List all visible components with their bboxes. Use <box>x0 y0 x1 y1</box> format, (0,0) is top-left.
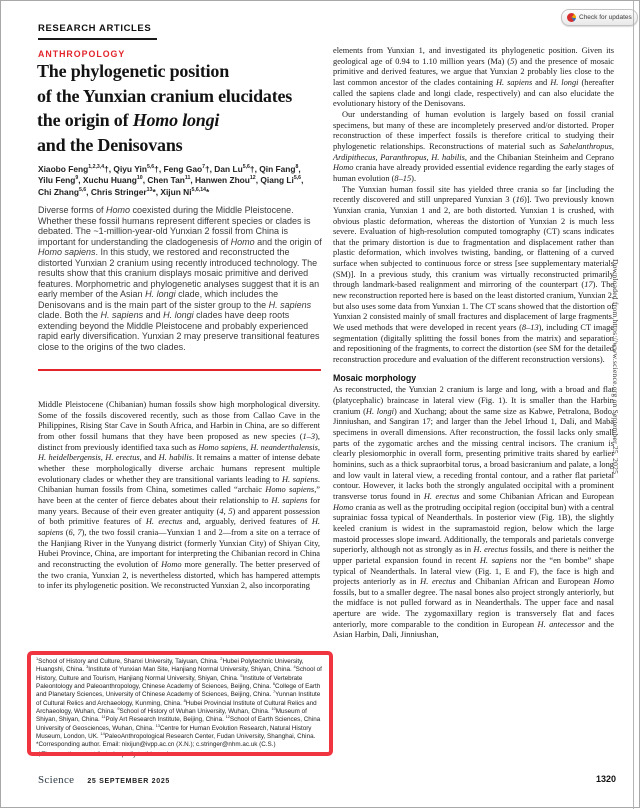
download-watermark: Downloaded from https://www.science.org on September 25, 2025 <box>611 259 620 475</box>
footer <box>38 774 170 786</box>
category-label: ANTHROPOLOGY <box>38 49 126 59</box>
paragraph: The Yunxian human fossil site has yielded three crania so far [including the recently discovered and still unprepared Yunxian 3 (16)]. Two previously known Yunxian crania, Yunxian 1 and 2, are both distorted. Yunxian 1 is crushed, with obvious plastic deformation, whereas the distortion of Yunxian 2 is much less severe. Evaluation of high-resolution computed tomography (CT) scans indicates that the primary distortion is due to fragmentation and displacement rather than plastic deformation, which involves twisting, banding, or flattening of a curved surface when subjected to continuous force or stress [see supplementary materials (SM)]. In a previous study, this cranium was virtually reconstructed primarily through landmark-based realignment and mirroring of the counterpart (17). The new reconstruction reported here is based on the least distorted cranium, Yunxian 2, but also uses some data from Yunxian 1. The CT scans showed that the distortion of Yunxian 2 consisted mainly of small fractures and displacement of large fragments. We used methods that were developed in recent years (8–13), including CT image segmentation (digitally splitting the fossil bones from the matrix) and separation and repositioning of the fragments, to correct the distortion (see SM for the detailed reconstruction procedure and evaluation of the different reconstruction versions). <box>333 184 614 365</box>
badge-label: Check for updates <box>579 14 632 21</box>
article-abstract: Diverse forms of Homo coexisted during the Middle Pleistocene. Whether these fossil humans represent different species or clades is debated. The ~1-million-year-old Yunxian 2 fossil from China is important for understanding the cladogenesis of Homo and the origin of Homo sapiens. In this study, we restored and reconstructed the distorted Yunxian 2 cranium using recently introduced technology. The results show that this cranium displays mosaic primitive and derived features. Morphometric and phylogenetic analyses suggest that it is an early member of the Asian H. longi clade, which includes the Denisovans and is the main part of the sister group to the H. sapiens clade. Both the H. sapiens and H. longi clades have deep roots extending beyond the Middle Pleistocene and probably experienced rapid early diversification. Yunxian 2 may preserve transitional features close to the origins of the two clades. <box>38 205 322 352</box>
equal-contribution-note: †These authors contributed equally to this work. <box>38 751 172 758</box>
check-for-updates-badge[interactable] <box>561 9 638 26</box>
crossmark-icon <box>567 13 576 22</box>
author-list: Xiaobo Feng$^{1,2,3,4}$†, Qiyu Yin$^{5,6}$†, Feng Gao$^7$†, Dan Lu$^{5,6}$†, Qin Fang$^8$, Yilu Feng$^9$, Xuchu Huang$^{10}$, Chen Tan$^{11}$, Hanwen Zhou$^{12}$, Qiang Li$^{5,6}$, Chi Zhang$^{5,6}$, Chris Stringer$^{13}$*, Xijun Ni$^{5,6,14}$* <box>38 164 304 197</box>
left-column-body: Middle Pleistocene (Chibanian) human fossils show high morphological diversity. Some of the fossils discovered recently, such as those from Callao Cave in the Philippines, Rising Star Cave in South Africa, and Harbin in China, are so different from other fossil humans that they have been proposed as new species (1–3), distinct from previously identified taxa such as Homo sapiens, H. neanderthalensis, H. heidelbergensis, H. erectus, and H. habilis. It remains a matter of intense debate whether these morphologically diverse archaic humans represent multiple evolutionary clades or whether they are transitional variants leading to H. sapiens. Chibanian human fossils from China, sometimes called “archaic Homo sapiens,” have been at the center of fierce debates about their relationship to H. sapiens for many years. Because of their even greater antiquity (4, 5) and apparent possession of both primitive features of H. erectus and, arguably, derived features of H. sapiens (6, 7), the two fossil crania—Yunxian 1 and 2—from a site on a terrace of the Hanjiang River in the Yunyang district (formerly Yunxian City) of Shiyan City, Hubei Province, China, are important for interpreting the Chibanian record in China and reconstructing the evolution of Homo more generally. The better preserved of the two crania, Yunxian 2, is nevertheless distorted, which has hampered attempts to infer its phylogenetic position. We reconstructed Yunxian 2, also incorporating <box>38 400 321 591</box>
page-number: 1320 <box>595 774 616 784</box>
section-subheading: Mosaic morphology <box>333 372 417 383</box>
issue-date: 25 SEPTEMBER 2025 <box>87 778 171 785</box>
article-title: The phylogenetic position of the Yunxian cranium elucidates the origin of Homo longi and the Denisovans <box>37 61 293 155</box>
paragraph: Our understanding of human evolution is largely based on fossil cranial specimens, but many of these are incompletely preserved and/or distorted. Proper reconstruction of these imperfect fossils is therefore critical to studying their phylogenetic relationships. Reconstructions of material such as Sahelanthropus, Ardipithecus, Paranthropus, H. habilis, and the Chibanian Steinheim and Ceprano Homo crania have already provided essential evidence regarding the early stages of human evolution (8–15). <box>333 109 614 183</box>
paragraph: As reconstructed, the Yunxian 2 cranium is large and long, with a broad and flat (platycephalic) braincase in lateral view (Fig. 1). It is smaller than the Harbin cranium (H. longi) and Xuchang; about the same size as Kabwe, Petralona, Bodo, Jinniushan, and Sangiran 17; and larger than the Jebel Irhoud 1, Dali, and Maba specimens in overall dimensions. After reconstruction, the fossil lacks only small parts of the zygomatic arches and the missing central incisors. The cranium is clearly plesiomorphic in overall form, presenting primitive traits shared by earlier hominins, such as a thick supraorbital torus, a broad basicranium and palate, a long and low vault in lateral view, a receding frontal contour, and a rather flat parietal contour. However, it lacks both the strongly angulated occipital with a prominent transverse torus found in H. erectus and some Chibanian African and European Homo crania as well as the protruding occipital region (occipital bun) with a central suprainiac fossa typical of Neanderthals. In posterior view (Fig. 1B), the slightly keeled cranium is widest in the supramastoid region, below which the large mastoid processes slope inward. Additionally, the temporals and parietals converge superiorly, although not as strongly as in H. erectus fossils, and there is neither the upper parietal expansion found in recent H. sapiens nor the “en bombe” shape typical of Neanderthals. In lateral view (Fig. 1, E and F), the face is high and projects anteriorly as in H. erectus and Chibanian African and European Homo fossils, but to a smaller degree. The nasal bones also project strongly anteriorly, but the midface is not pulled forward as in Neanderthals. The upper face and nasal aperture are wide. The zygomaxillary region is transversely flat and faces anteriorly, more comparable to the condition in European H. antecessor and the Asian Harbin, Dali, Jinniushan, <box>333 385 615 640</box>
right-column <box>333 46 614 641</box>
affiliations-annotation-box <box>27 651 333 756</box>
abstract-divider <box>38 369 321 371</box>
affiliations-text: $^1$School of History and Culture, Shanxi University, Taiyuan, China. $^2$Hubei Polytechnic University, Huangshi, China. $^3$Institute of Yunxian Man Site, Hanjiang Normal University, Shiyan, China. $^4$School of History, Culture and Tourism, Hanjiang Normal University, Shiyan, China. $^5$Institute of Vertebrate Paleontology and Paleoanthropology, Chinese Academy of Sciences, Beijing, China. $^6$College of Earth and Planetary Sciences, University of Chinese Academy of Sciences, Beijing, China. $^7$Yunnan Institute of Cultural Relics and Archaeology, Kunming, China. $^8$Hubei Provincial Institute of Cultural Relics and Archaeology, Wuhan, China. $^9$School of History of Wuhan University, Wuhan, China. $^{10}$Museum of Shiyan, Shiyan, China. $^{11}$Poly Art Research Institute, Beijing, China. $^{12}$School of Earth Sciences, China University of Geosciences, Wuhan, China. $^{13}$Centre for Human Evolution Research, Natural History Museum, London, UK. $^{14}$PaleoAnthropological Research Center, Fudan University, Shanghai, China. *Corresponding author. Email: nixijun@ivpp.ac.cn (X.N.); c.stringer@nhm.ac.uk (C.S.) <box>36 655 322 749</box>
journal-name: Science <box>38 774 75 786</box>
paragraph-continuation: elements from Yunxian 1, and investigated its phylogenetic position. Given its geological age of 0.94 to 1.10 million years (Ma) (5) and the presence of mosaic primitive and derived features, we argue that Yunxian 2 probably lies close to the last common ancestor of the clades containing H. sapiens and H. longi (hereafter called the sapiens clade and longi clade, respectively) and can also elucidate the evolutionary history of the Denisovans. <box>333 46 615 109</box>
section-kicker: RESEARCH ARTICLES <box>38 23 157 40</box>
page-right-edge <box>633 1 634 809</box>
